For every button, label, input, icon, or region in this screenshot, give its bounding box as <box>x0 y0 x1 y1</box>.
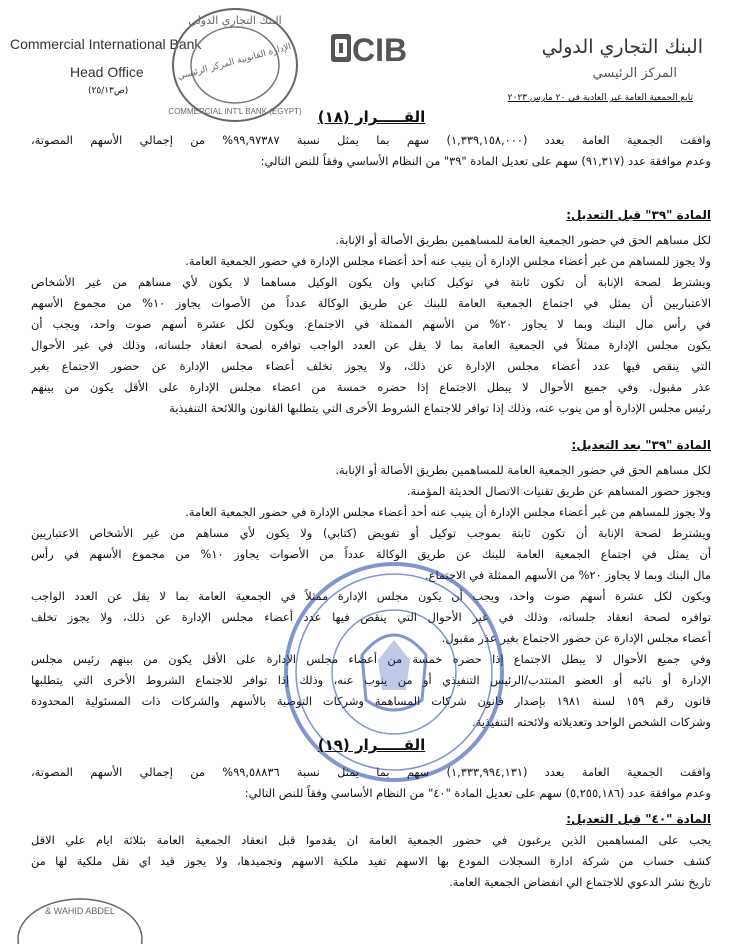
intro-line: وافقت الجمعية العامة بعدد (١,٣٣٣,٩٩٤,١٣١) سهم بما يمثل نسبة ٩٩,٥٨٨٣٦% من إجمالي الأسهم المصوتة، <box>31 765 711 779</box>
stamp-inner-text: الإدارة القانونية المركز الرئيسي <box>176 42 293 83</box>
text-line: ويشترط لصحة الإنابة أن تكون ثابتة في توكيل كتابي وان يكون الوكيل مساهما لا يكون لأي مساهم من غير الأشخاص <box>31 275 711 289</box>
text-line: كشف حساب من شركة ادارة السجلات المودع بها الاسهم تفيد ملكية الاسهم وتجميدها، ولا يجوز قيد اي نقل ملكية لها من <box>31 854 711 868</box>
stamp-bottom-text: & WAHID ABDEL <box>45 906 115 916</box>
article-39-after-title: المادة "٣٩" بعد التعديل: <box>571 438 711 452</box>
intro-line: وافقت الجمعية العامة بعدد (١,٣٣٩,١٥٨,٠٠٠) سهم بما يمثل نسبة ٩٩,٩٧٣٨٧% من إجمالي الأسهم المصوتة، <box>31 133 711 147</box>
bank-name-arabic: البنك التجاري الدولي <box>541 36 703 58</box>
meeting-annex-note: تابع الجمعية العامة غير العادية في ٢٠ مارس ٢٠٢٣ <box>507 93 693 103</box>
bank-name-english: Commercial International Bank <box>10 36 202 52</box>
text-line: أن يمثل في اجتماع الجمعية العامة للبنك عن طريق الوكالة عدداً من الأصوات يجاوز ١٠% من مجموع الأسهم في رأس <box>31 547 711 561</box>
text-line: ولا يجوز للمساهم من غير أعضاء مجلس الإدارة أن ينيب عنه أحد أعضاء مجلس الإدارة في حضور الجمعية العامة. <box>185 505 711 519</box>
text-line: عذر مقبول. وفي جميع الأحوال لا يبطل الاجتماع إذا حضره خمسة من اعضاء مجلس الإدارة على الأقل يكون من بينهم <box>31 380 711 394</box>
text-line: الإدارة أو نائبه أو العضو المنتدب/الرئيس التنفيذي أو من ينوب عنه، وذلك إذا توافر للاجتماع الشروط الأخرى التي يتطلبها <box>31 673 711 687</box>
page-reference: (ص٢٥/١٣) <box>88 86 129 96</box>
text-line: لكل مساهم الحق في حضور الجمعية العامة للمساهمين بطريق الأصالة أو الإنابة. <box>335 463 711 477</box>
logo-text: CIB <box>352 32 408 68</box>
head-office-english: Head Office <box>70 64 144 80</box>
text-line: يكون مجلس الإدارة ممثلاً في الجمعية العامة بما لا يقل عن العدد الواجب توافره لصحة انعقاد جلساته، وذلك في غير الأحوال <box>31 338 711 352</box>
text-line: مال البنك وبما لا يجاوز ٢٠% من الأسهم الممثلة في الاجتماع. <box>425 568 711 582</box>
text-line: رئيس مجلس الإدارة أو من ينوب عنه، وذلك إذا توافر للاجتماع الشروط الأخرى التي يتطلبها القانون واللائحة التنفيذية <box>169 401 711 415</box>
text-line: قانون رقم ١٥٩ لسنة ١٩٨١ بإصدار قانون شركات المساهمة وشركات التوصية بالأسهم والشركات ذات المسئولية المحدودة <box>31 694 711 708</box>
text-line: يجب على المساهمين الذين يرغبون في حضور الجمعية العامة ان يقدموا قبل انعقاد الجمعية العامة بثلاثة ايام علي الاقل <box>31 833 711 847</box>
text-line: لكل مساهم الحق في حضور الجمعية العامة للمساهمين بطريق الأصالة أو الإنابة. <box>335 233 711 247</box>
text-line: في رأس مال البنك وبما لا يجاوز ٢٠% من الأسهم الممثلة في الاجتماع. ويكون لكل عشرة أسهم صوت واحد، ويجب أن <box>31 317 712 331</box>
decision-18-heading: القـــــرار (١٨) <box>317 108 426 126</box>
article-39-before-title: المادة "٣٩" قبل التعديل: <box>566 208 711 222</box>
law-firm-stamp <box>10 884 150 944</box>
decision-19-heading: القـــــرار (١٩) <box>317 736 426 754</box>
article-39-before-text <box>31 230 711 419</box>
decision-19-intro <box>31 762 711 804</box>
text-line: الاعتباريين أن يمثل في اجتماع الجمعية العامة للبنك عن طريق الوكالة عدداً من الأصوات يجاوز ١٠% من مجموع الأسهم <box>31 296 711 310</box>
article-40-before-title: المادة "٤٠" قبل التعديل: <box>566 812 711 826</box>
text-line: أعضاء مجلس الإدارة عن حضور الاجتماع بغير عذر مقبول. <box>441 631 711 645</box>
text-line: ويكون لكل عشرة أسهم صوت واحد، ويجب أن يكون مجلس الإدارة ممثلاً في الجمعية العامة بما لا يقل عن العدد الواجب <box>31 589 711 603</box>
text-line: وفي جميع الأحوال لا يبطل الاجتماع إذا حضره خمسة من أعضاء مجلس الإدارة على الأقل يكون من بينهم رئيس مجلس <box>31 652 711 666</box>
text-line: ولا يجوز للمساهم من غير أعضاء مجلس الإدارة أن ينيب عنه أحد أعضاء مجلس الإدارة في حضور الجمعية العامة. <box>185 254 711 268</box>
text-line: توافره لصحة انعقاد جلساته، وذلك في غير الأحوال التي ينقص فيها عدد أعضاء مجلس الإدارة عن ذلك، ولا يجوز تخلف <box>31 610 711 624</box>
text-line: التي ينقص فيها عدد أعضاء مجلس الإدارة عن ذلك، ولا يجوز تخلف أعضاء مجلس الإدارة عن حضور الاجتماع بغير <box>31 359 711 373</box>
text-line: ويجوز حضور المساهم عن طريق تقنيات الاتصال الحديثة المؤمنة. <box>406 484 711 498</box>
stamp-outer-text: البنك التجاري الدولي <box>188 14 282 27</box>
text-line: وشركات الشخص الواحد وتعديلاته ولائحته التنفيذية. <box>472 715 711 729</box>
decision-18-intro <box>31 130 711 172</box>
intro-line: وعدم موافقة عدد (٩١,٣١٧) سهم على تعديل المادة "٣٩" من النظام الأساسي وفقاً للنص التالي: <box>260 154 711 168</box>
head-office-arabic: المركز الرئيسي <box>592 66 677 81</box>
cib-logo <box>330 30 408 68</box>
text-line: تاريخ نشر الدعوي للاجتماع الي انفضاض الجمعية العامة. <box>449 875 711 889</box>
intro-line: وعدم موافقة عدد (٥,٢٥٥,١٨٦) سهم على تعديل المادة "٤٠" من النظام الأساسي وفقاً للنص التالي: <box>244 786 711 800</box>
text-line: ويشترط لصحة الإنابة أن تكون ثابتة بموجب توكيل أو تفويض (كتابي) ولا يكون لأي مساهم من غير الأشخاص الاعتباريين <box>31 526 711 540</box>
stamp-english-text: COMMERCIAL INT'L BANK (EGYPT) <box>168 107 302 116</box>
